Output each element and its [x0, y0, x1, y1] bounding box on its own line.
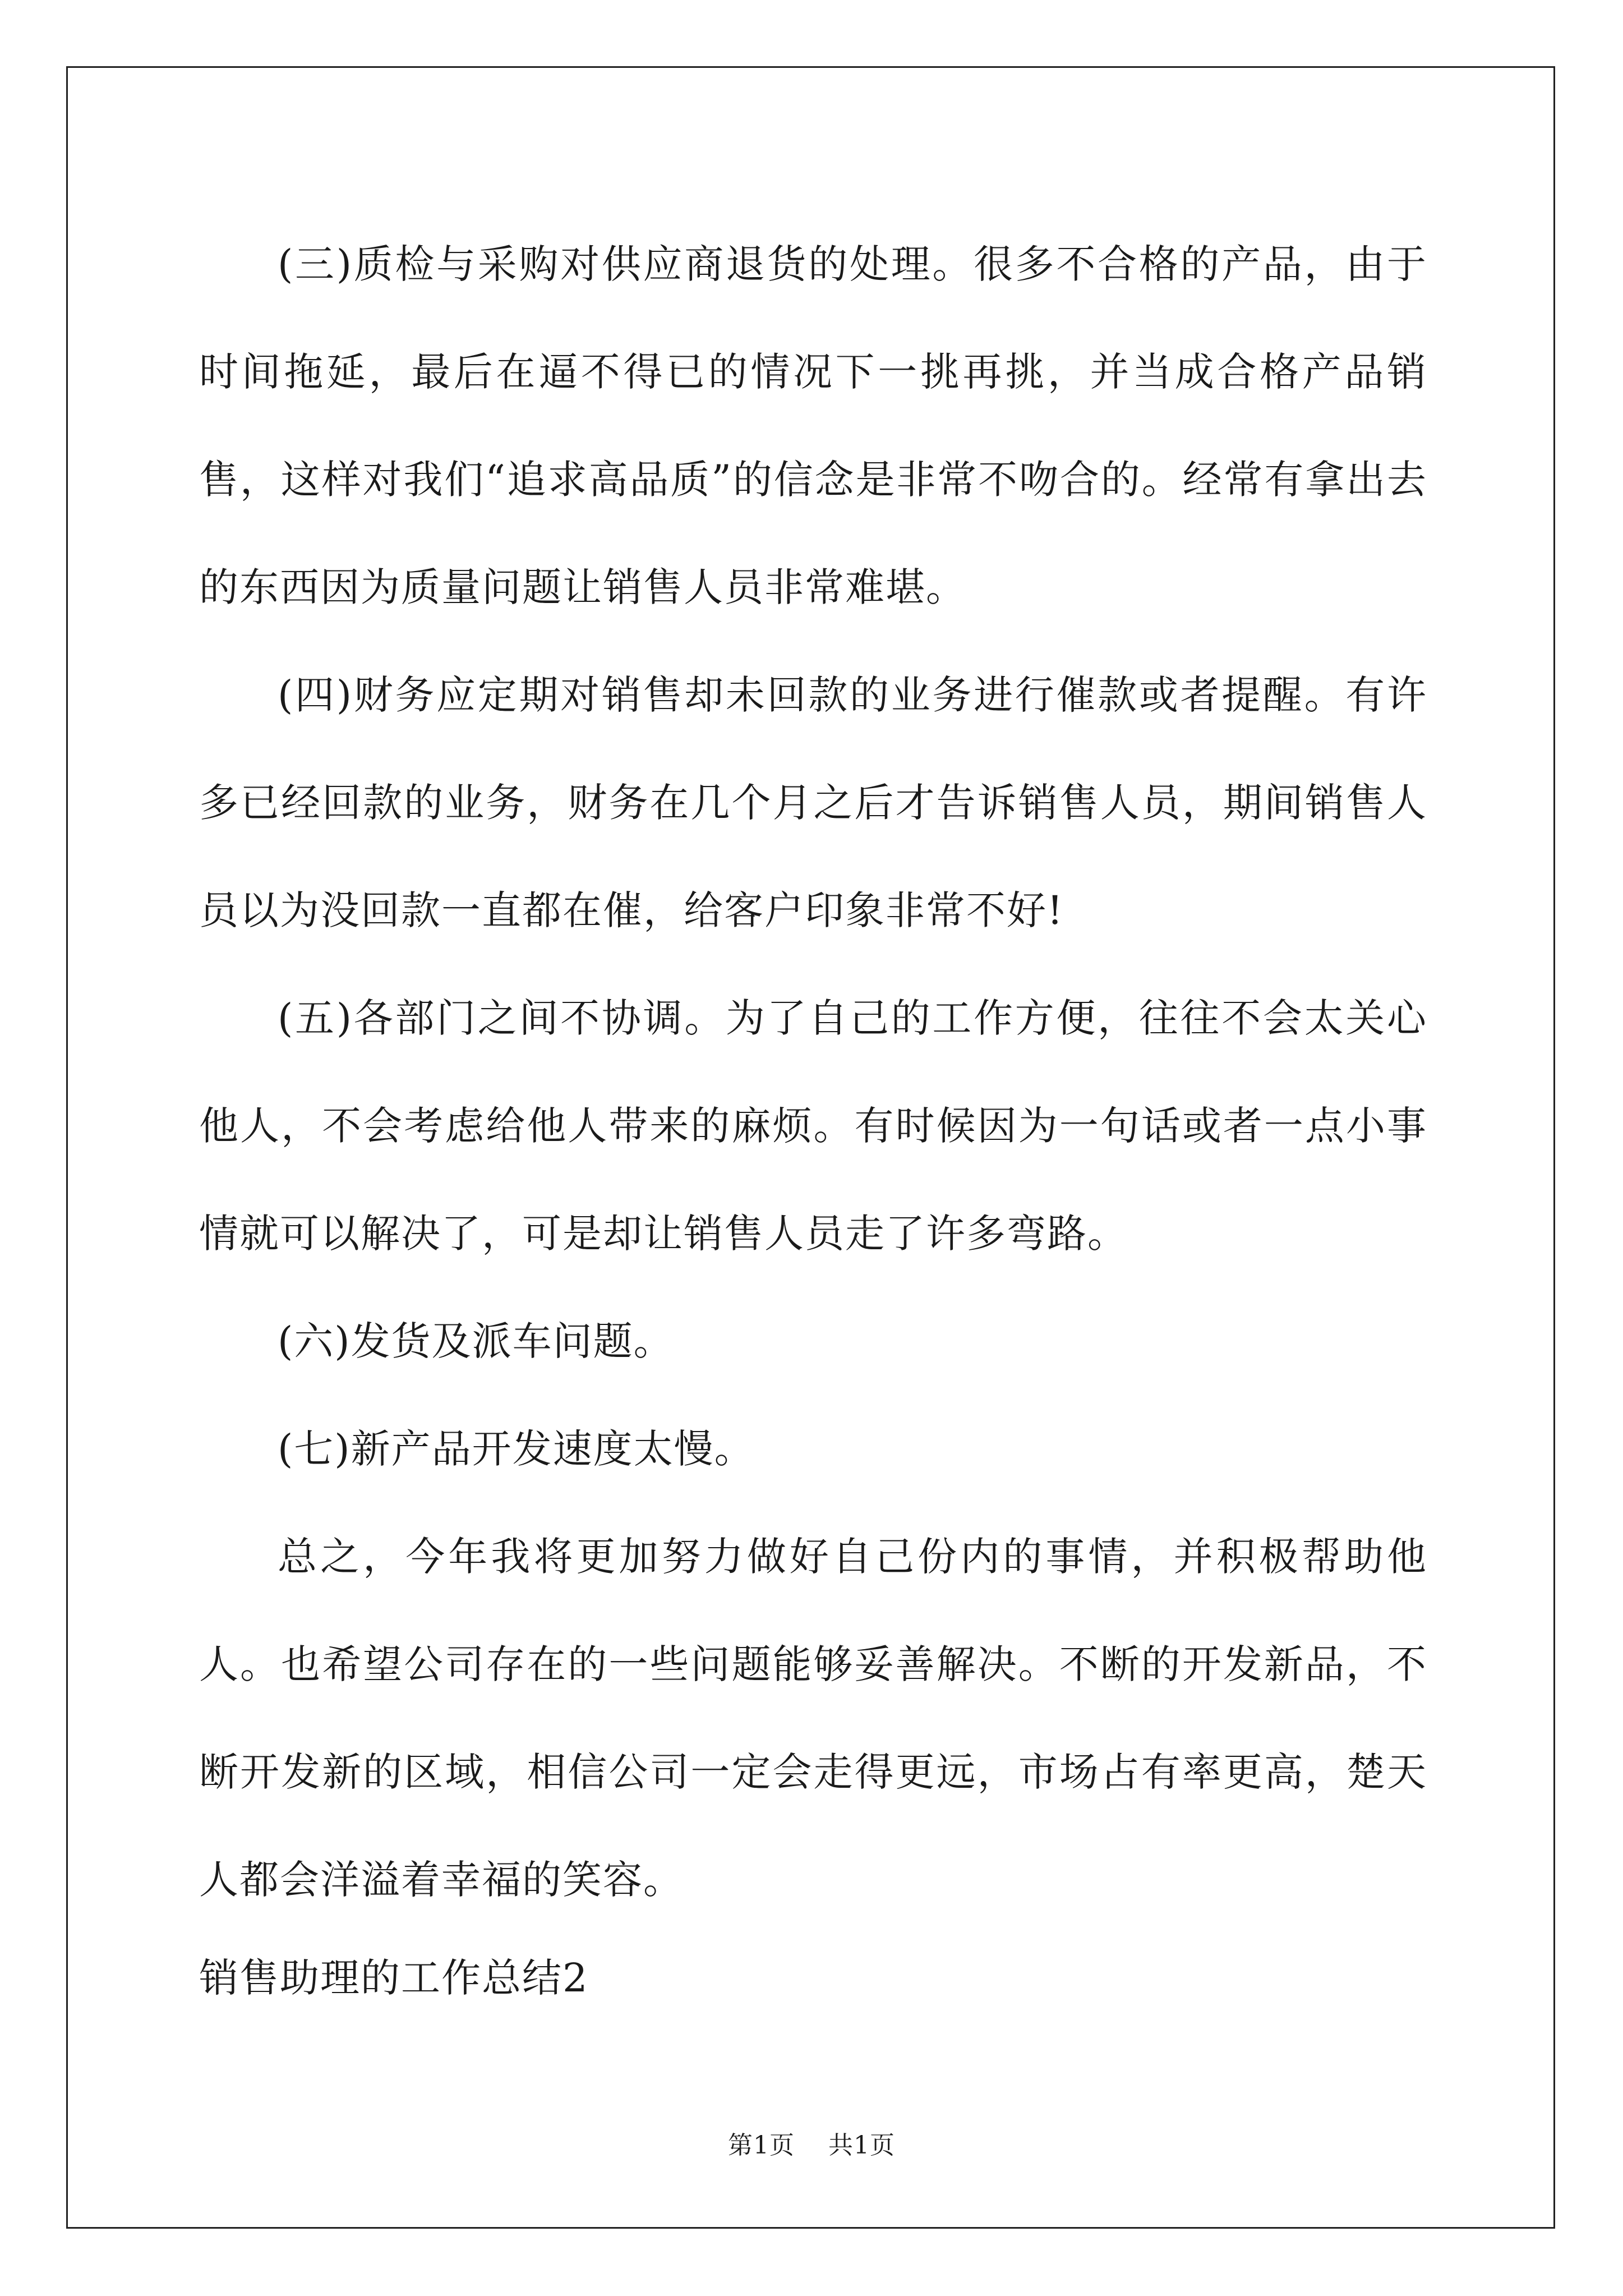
- page-number-current: 第1页: [728, 2131, 795, 2160]
- paragraph-finance-collection: (四)财务应定期对销售却未回款的业务进行催款或者提醒。有许多已经回款的业务，财务在几个月之后才告诉销售人员，期间销售人员以为没回款一直都在催，给客户印象非常不好!: [199, 672, 1427, 933]
- paragraph-supplier-returns: (三)质检与采购对供应商退货的处理。很多不合格的产品，由于时间拖延，最后在逼不得已的情况下一挑再挑，并当成合格产品销售，这样对我们“追求高品质”的信念是非常不吻合的。经常有拿出去的东西因为质量问题让销售人员非常难堪。: [199, 241, 1427, 610]
- paragraph-product-development: (七)新产品开发速度太慢。: [278, 1426, 755, 1472]
- paragraph-shipping: (六)发货及派车问题。: [278, 1318, 674, 1364]
- page-footer: [0, 2129, 1623, 2162]
- paragraph-conclusion: 总之，今年我将更加努力做好自己份内的事情，并积极帮助他人。也希望公司存在的一些问题能够妥善解决。不断的开发新品，不断开发新的区域，相信公司一定会走得更远，市场占有率更高，楚天人都会洋溢着幸福的笑容。: [199, 1534, 1427, 1903]
- paragraph-department-coordination: (五)各部门之间不协调。为了自己的工作方便，往往不会太关心他人，不会考虑给他人带来的麻烦。有时候因为一句话或者一点小事情就可以解决了，可是却让销售人员走了许多弯路。: [199, 995, 1427, 1257]
- document-body: [199, 210, 1427, 1934]
- page-number-total: 共1页: [828, 2131, 895, 2160]
- section-heading: 销售助理的工作总结2: [199, 1955, 589, 2001]
